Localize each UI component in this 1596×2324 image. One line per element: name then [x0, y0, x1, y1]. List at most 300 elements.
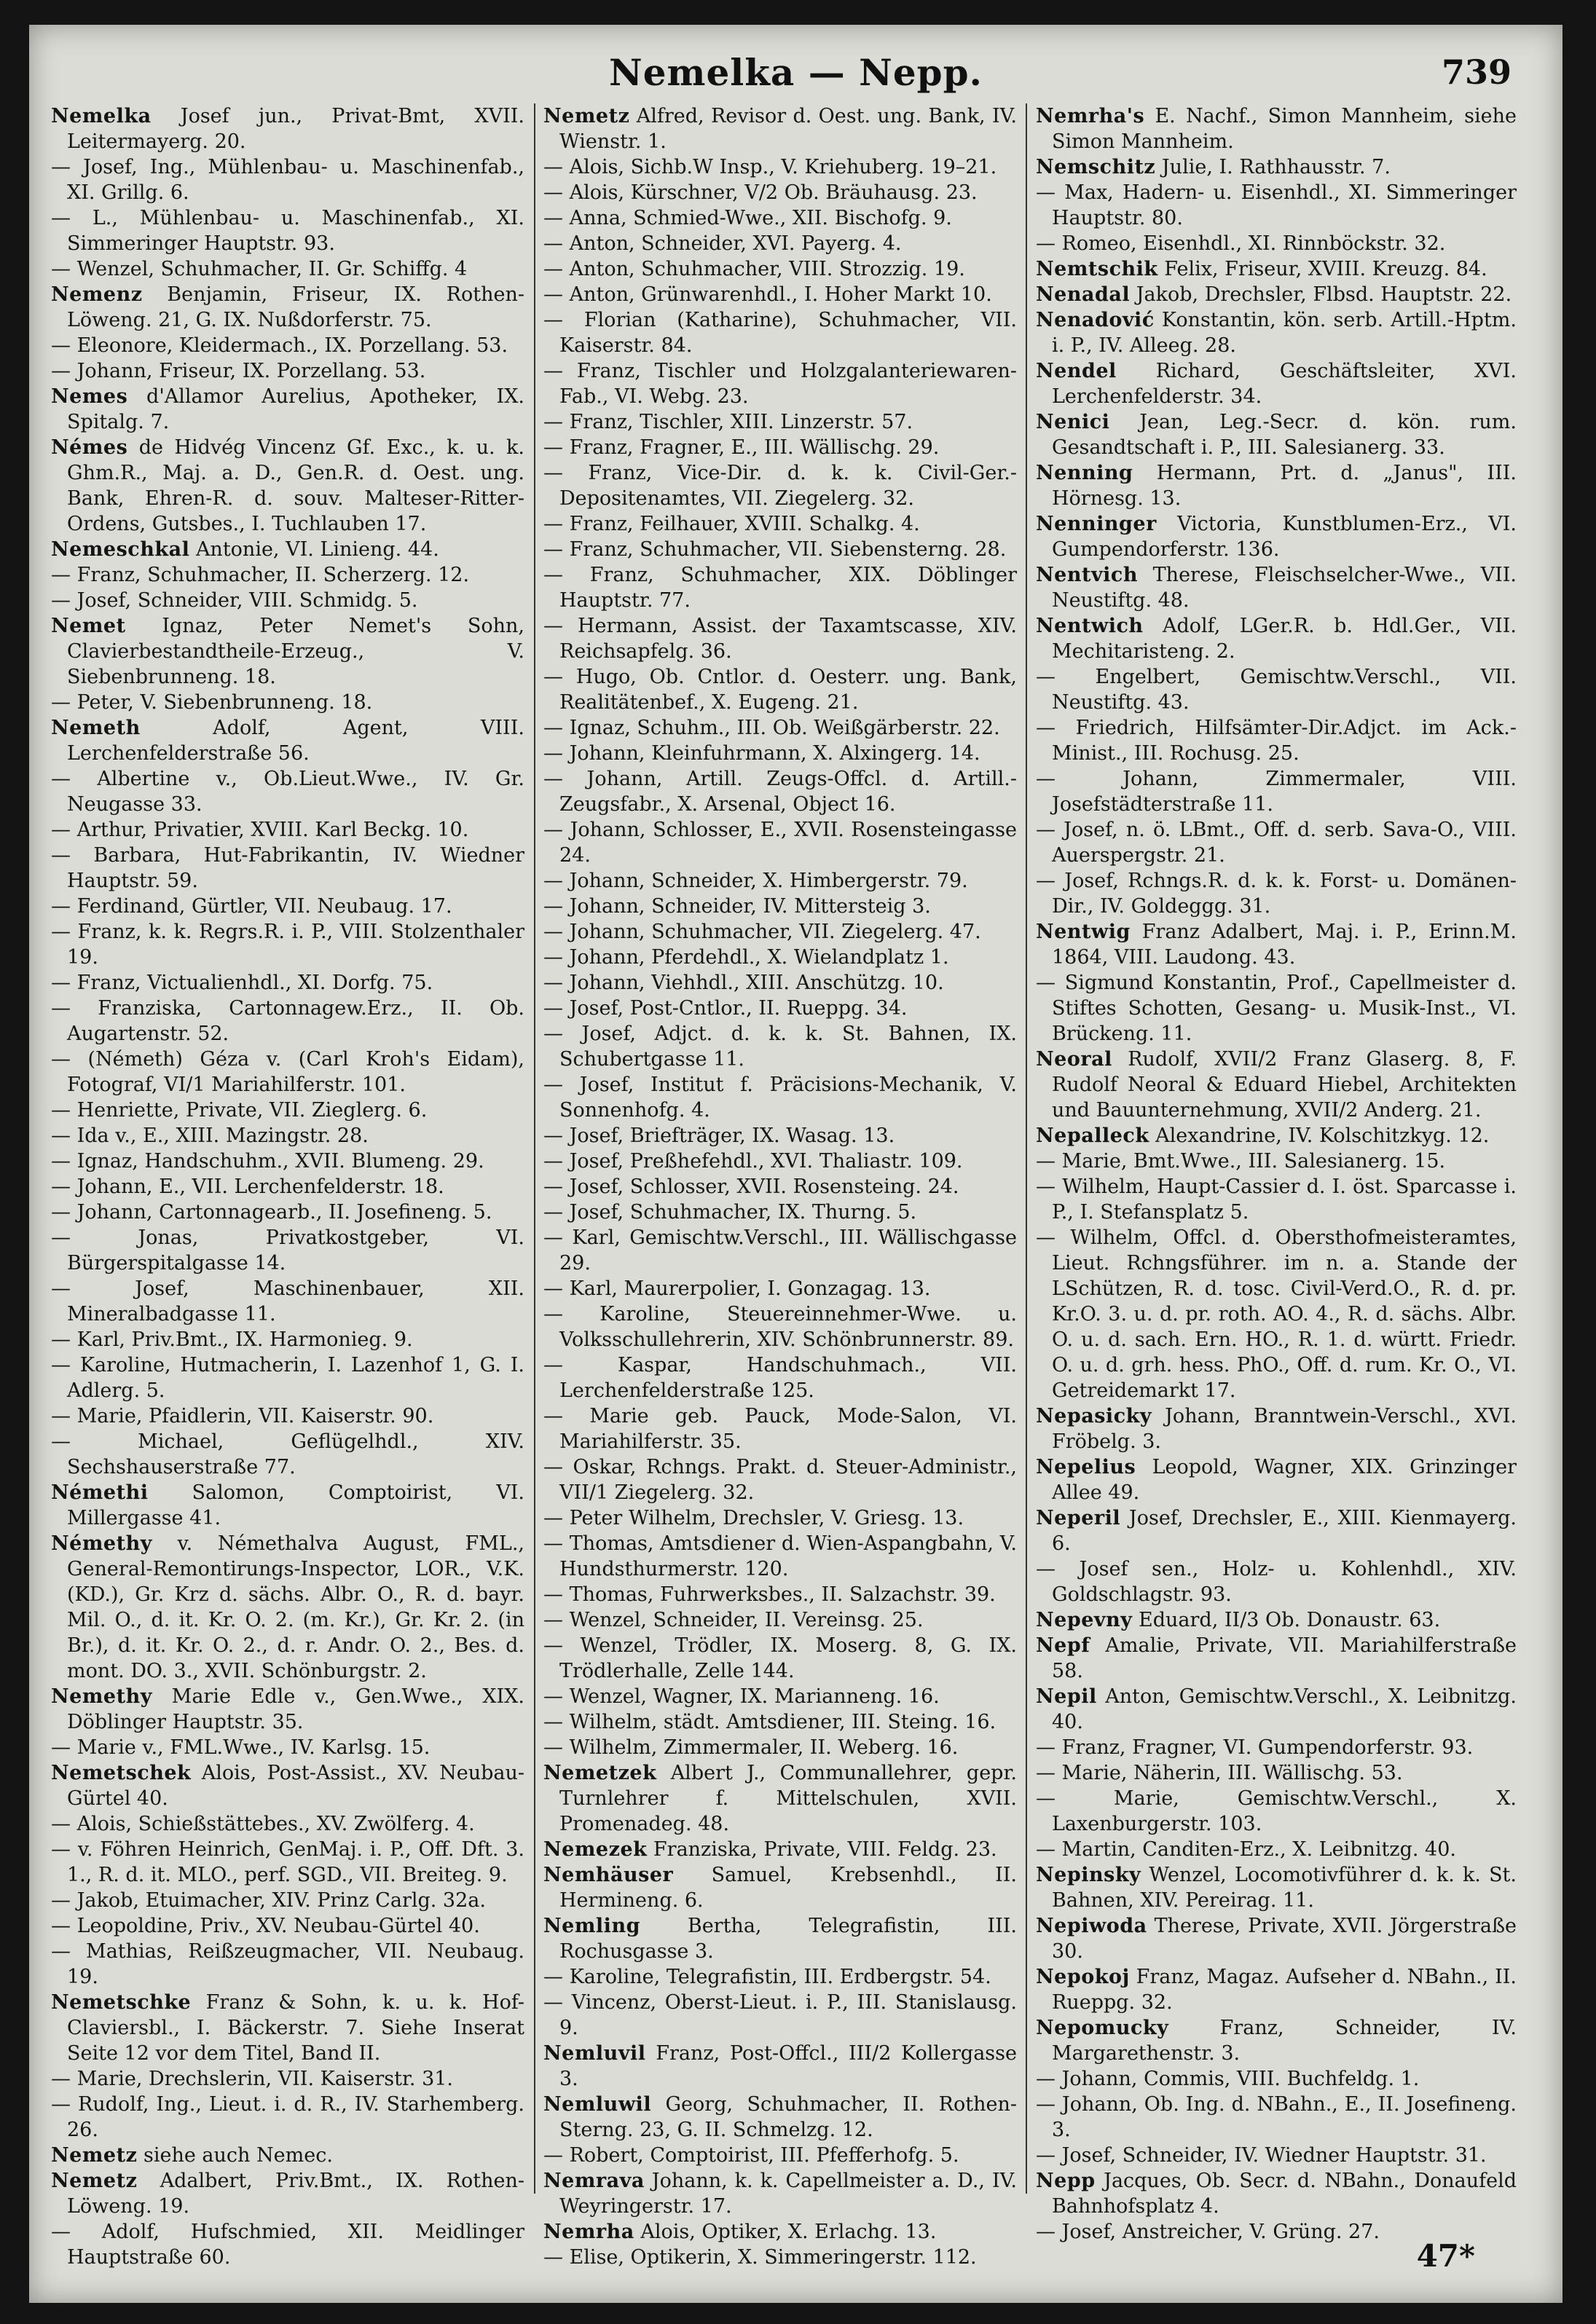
entry-surname: Nemetz [543, 105, 630, 127]
entry-surname: Nepf [1036, 1634, 1090, 1657]
entry-text: — Marie, Drechslerin, VII. Kaiserstr. 31. [51, 2068, 454, 2090]
entry-text: Adolf, LGer.R. b. Hdl.Ger., VII. Mechitaristeng. 2. [1052, 615, 1517, 663]
directory-entry [51, 2219, 524, 2270]
entry-text: de Hidvég Vincenz Gf. Exc., k. u. k. Ghm.R., Maj. a. D., Gen.R. d. Oest. ung. Bank, Ehren-R. d. souv. Malteser-Ritter-Ordens, Gutsbes., I. Tuchlauben 17. [67, 436, 524, 535]
directory-entry [543, 1862, 1017, 1913]
directory-entry [51, 1098, 524, 1123]
directory-column-1 [51, 103, 524, 2269]
directory-entry [51, 333, 524, 358]
entry-text: — Franz, Fragner, E., III. Wällischg. 29. [543, 436, 940, 459]
directory-entry [1036, 715, 1517, 766]
entry-text: Johann, Branntwein-Verschl., XVI. Fröbelg. 3. [1052, 1405, 1517, 1453]
entry-text: — Josef, Schlosser, XVII. Rosensteing. 24. [543, 1175, 959, 1198]
entry-text: Hermann, Prt. d. „Janus", III. Hörnesg. 13. [1052, 462, 1517, 510]
entry-text: — Wilhelm, Offcl. d. Obersthofmeisteramtes, Lieut. Rchngsführer. im n. a. Stande der LSchützen, R. d. tosc. Civil-Verd.O., R. d. pr. Kr.O. 3. u. d. pr. roth. AO. 4., R. d. sächs. Albr. O. u. d. sach. Ern. HO., R. 1. d. württ. Friedr. O. u. d. grh. hess. PhO., Off. d. rum. Kr. O., VI. Getreidemarkt 17. [1036, 1226, 1517, 1402]
entry-surname: Nemrha's [1036, 105, 1145, 127]
directory-entry [51, 1276, 524, 1327]
entry-surname: Nemetschke [51, 1991, 192, 2014]
entry-text: — Franz, Tischler, XIII. Linzerstr. 57. [543, 411, 913, 433]
directory-entry [51, 1174, 524, 1200]
directory-entry [543, 1174, 1017, 1200]
entry-surname: Nepil [1036, 1685, 1097, 1708]
entry-text: — Johann, Schuhmacher, VII. Ziegelerg. 47. [543, 921, 981, 943]
entry-text: — Marie v., FML.Wwe., IV. Karlsg. 15. [51, 1736, 431, 1759]
entry-text: Rudolf, XVII/2 Franz Glaserg. 8, F. Rudolf Neoral & Eduard Hiebel, Architekten und Bauunternehmung, XVII/2 Anderg. 21. [1052, 1048, 1517, 1122]
directory-entry [1036, 2143, 1517, 2168]
entry-surname: Nemschitz [1036, 156, 1156, 178]
directory-entry [543, 154, 1017, 180]
entry-surname: Nentvich [1036, 564, 1138, 586]
directory-entry [1036, 1556, 1517, 1607]
directory-entry [51, 154, 524, 205]
entry-text: Alfred, Revisor d. Oest. ung. Bank, IV. Wienstr. 1. [559, 105, 1017, 153]
directory-entry [1036, 1607, 1517, 1633]
directory-entry [1036, 1837, 1517, 1862]
directory-entry [543, 2143, 1017, 2168]
entry-text: Salomon, Comptoirist, VI. Millergasse 41. [67, 1481, 524, 1529]
directory-entry [1036, 231, 1517, 256]
entry-text: — Johann, Commis, VIII. Buchfeldg. 1. [1036, 2068, 1420, 2090]
entry-text: — Johann, Cartonnagearb., II. Josefineng. 5. [51, 1201, 492, 1224]
directory-entry [51, 1939, 524, 1990]
entry-text: — Engelbert, Gemischtw.Verschl., VII. Neustiftg. 43. [1036, 666, 1517, 714]
directory-entry [543, 511, 1017, 537]
directory-entry [51, 1149, 524, 1174]
entry-surname: Nepevny [1036, 1609, 1133, 1631]
directory-entry [543, 1200, 1017, 1225]
directory-entry [51, 843, 524, 894]
entry-surname: Nemetz [51, 2170, 138, 2192]
entry-text: — Josef, Post-Cntlor., II. Rueppg. 34. [543, 997, 908, 1020]
directory-entry [1036, 1760, 1517, 1786]
entry-text: — Alois, Kürschner, V/2 Ob. Bräuhausg. 23. [543, 181, 978, 204]
entry-surname: Némethy [51, 1532, 152, 1555]
directory-entry [543, 2219, 1017, 2245]
directory-entry [51, 2066, 524, 2092]
entry-text: Alois, Post-Assist., XV. Neubau-Gürtel 40. [67, 1762, 524, 1810]
entry-text: siehe auch Nemec. [144, 2144, 333, 2167]
directory-entry [543, 205, 1017, 231]
directory-entry [51, 358, 524, 384]
entry-surname: Nenadović [1036, 309, 1155, 331]
directory-entry [1036, 1149, 1517, 1174]
entry-text: — Marie geb. Pauck, Mode-Salon, VI. Mariahilferstr. 35. [543, 1405, 1017, 1453]
directory-entry [1036, 970, 1517, 1047]
entry-text: Josef jun., Privat-Bmt, XVII. Leitermayerg. 20. [67, 105, 524, 153]
entry-text: — Franz, Schuhmacher, II. Scherzerg. 12. [51, 564, 470, 586]
entry-surname: Nemrava [543, 2170, 645, 2192]
directory-entry [543, 1964, 1017, 1990]
entry-text: Alexandrine, IV. Kolschitzkyg. 12. [1155, 1124, 1490, 1147]
directory-entry [543, 307, 1017, 358]
directory-entry [1036, 511, 1517, 562]
entry-text: — Ida v., E., XIII. Mazingstr. 28. [51, 1124, 369, 1147]
directory-entry [543, 282, 1017, 307]
directory-entry [543, 817, 1017, 868]
entry-text: — Vincenz, Oberst-Lieut. i. P., III. Stanislausg. 9. [543, 1991, 1017, 2039]
directory-entry [1036, 562, 1517, 613]
directory-entry [543, 741, 1017, 766]
entry-surname: Nepokoj [1036, 1966, 1130, 1988]
directory-entry [543, 664, 1017, 715]
entry-text: Julie, I. Rathhausstr. 7. [1161, 156, 1391, 178]
entry-text: — Eleonore, Kleidermach., IX. Porzellang. 53. [51, 334, 508, 357]
entry-text: — Anton, Grünwarenhdl., I. Hoher Markt 10. [543, 283, 992, 306]
entry-surname: Nenici [1036, 411, 1110, 433]
entry-text: — Franz, k. k. Regrs.R. i. P., VIII. Stolzenthaler 19. [51, 921, 524, 969]
directory-entry [543, 1149, 1017, 1174]
entry-text: — Marie, Näherin, III. Wällischg. 53. [1036, 1762, 1403, 1784]
entry-text: Adolf, Agent, VIII. Lerchenfelderstraße 56. [67, 717, 524, 765]
entry-surname: Nemethy [51, 1685, 152, 1708]
directory-entry [1036, 1505, 1517, 1556]
directory-entry [543, 1123, 1017, 1149]
directory-entry [543, 1301, 1017, 1352]
entry-text: — Karoline, Steuereinnehmer-Wwe. u. Volksschullehrerin, XIV. Schönbrunnerstr. 89. [543, 1303, 1017, 1351]
directory-entry [543, 715, 1017, 741]
directory-entry [51, 690, 524, 715]
entry-text: — Alois, Sichb.W Insp., V. Kriehuberg. 19–21. [543, 156, 997, 178]
entry-text: — Peter, V. Siebenbrunneng. 18. [51, 691, 373, 714]
entry-surname: Nemrha [543, 2221, 634, 2243]
directory-entry [543, 1990, 1017, 2041]
entry-surname: Nemeth [51, 717, 141, 739]
entry-text: Benjamin, Friseur, IX. Rothen-Löweng. 21, G. IX. Nußdorferstr. 75. [67, 283, 524, 331]
entry-text: Felix, Friseur, XVIII. Kreuzg. 84. [1164, 258, 1487, 280]
entry-text: — Josef, Schuhmacher, IX. Thurng. 5. [543, 1201, 917, 1224]
entry-text: Josef, Drechsler, E., XIII. Kienmayerg. 6. [1052, 1507, 1517, 1555]
entry-surname: Nepinsky [1036, 1864, 1141, 1886]
entry-text: Bertha, Telegrafistin, III. Rochusgasse 3. [559, 1915, 1017, 1963]
entry-text: — Wenzel, Schuhmacher, II. Gr. Schiffg. 4 [51, 258, 468, 280]
entry-text: — Josef, n. ö. LBmt., Off. d. serb. Sava-O., VIII. Auerspergstr. 21. [1036, 819, 1517, 867]
directory-entry [543, 358, 1017, 409]
entry-text: Franziska, Private, VIII. Feldg. 23. [653, 1838, 997, 1861]
entry-surname: Neoral [1036, 1048, 1112, 1071]
directory-entry [1036, 103, 1517, 154]
entry-text: — Franz, Vice-Dir. d. k. k. Civil-Ger.-Depositenamtes, VII. Ziegelerg. 32. [543, 462, 1017, 510]
entry-text: — Marie, Gemischtw.Verschl., X. Laxenburgerstr. 103. [1036, 1787, 1517, 1835]
entry-text: — Karl, Priv.Bmt., IX. Harmonieg. 9. [51, 1328, 413, 1351]
entry-text: Samuel, Krebsenhdl., II. Hermineng. 6. [559, 1864, 1017, 1912]
directory-entry [51, 919, 524, 970]
entry-text: — Johann, Schneider, IV. Mittersteig 3. [543, 895, 931, 918]
directory-entry [543, 970, 1017, 996]
directory-entry [543, 1607, 1017, 1633]
entry-text: — Albertine v., Ob.Lieut.Wwe., IV. Gr. Neugasse 33. [51, 768, 524, 816]
entry-text: — Karoline, Hutmacherin, I. Lazenhof 1, G. I. Adlerg. 5. [51, 1354, 524, 1402]
directory-entry [543, 919, 1017, 945]
entry-text: — Wenzel, Schneider, II. Vereinsg. 25. [543, 1609, 924, 1631]
entry-text: — Ferdinand, Gürtler, VII. Neubaug. 17. [51, 895, 452, 918]
entry-text: — Johann, Artill. Zeugs-Offcl. d. Artill.-Zeugsfabr., X. Arsenal, Object 16. [543, 768, 1017, 816]
entry-text: — Johann, Kleinfuhrmann, X. Alxingerg. 14. [543, 742, 980, 765]
directory-entry [51, 1684, 524, 1735]
entry-text: — Wilhelm, städt. Amtsdiener, III. Steing. 16. [543, 1711, 996, 1733]
entry-text: — Josef, Anstreicher, V. Grüng. 27. [1036, 2221, 1380, 2243]
directory-entry [543, 1072, 1017, 1123]
directory-entry [51, 2143, 524, 2168]
directory-entry [51, 715, 524, 766]
entry-text: — Karl, Maurerpolier, I. Gonzagag. 13. [543, 1277, 931, 1300]
entry-surname: Nepelius [1036, 1456, 1136, 1478]
entry-text: E. Nachf., Simon Mannheim, siehe Simon Mannheim. [1052, 105, 1517, 153]
directory-entry [543, 2168, 1017, 2219]
entry-surname: Nemluvil [543, 2042, 646, 2065]
entry-text: — v. Föhren Heinrich, GenMaj. i. P., Off. Dft. 3. 1., R. d. it. MLO., perf. SGD., VII. Breiteg. 9. [51, 1838, 524, 1886]
entry-surname: Nemelka [51, 105, 152, 127]
entry-text: Jakob, Drechsler, Flbsd. Hauptstr. 22. [1136, 283, 1512, 306]
entry-surname: Némes [51, 436, 128, 459]
directory-entry [1036, 817, 1517, 868]
directory-entry [51, 894, 524, 919]
directory-entry [543, 1735, 1017, 1760]
entry-text: Konstantin, kön. serb. Artill.-Hptm. i. P., IV. Alleeg. 28. [1052, 309, 1517, 357]
entry-text: Franz, Post-Offcl., III/2 Kollergasse 3. [559, 2042, 1017, 2090]
entry-surname: Nemenz [51, 283, 143, 306]
directory-entry [1036, 1684, 1517, 1735]
directory-entry [51, 1200, 524, 1225]
entry-text: — Peter Wilhelm, Drechsler, V. Griesg. 13. [543, 1507, 964, 1529]
directory-entry [51, 1760, 524, 1811]
entry-text: — Leopoldine, Priv., XV. Neubau-Gürtel 40. [51, 1915, 480, 1937]
entry-text: — Adolf, Hufschmied, XII. Meidlinger Hauptstraße 60. [51, 2221, 524, 2269]
directory-entry [51, 562, 524, 588]
column-divider [1026, 103, 1027, 2194]
entry-surname: Nemetschek [51, 1762, 192, 1784]
entry-text: — Wenzel, Trödler, IX. Moserg. 8, G. IX. Trödlerhalle, Zelle 144. [543, 1634, 1017, 1682]
entry-surname: Nemluwil [543, 2093, 652, 2116]
directory-entry [543, 1709, 1017, 1735]
entry-text: — Franziska, Cartonnagew.Erz., II. Ob. Augartenstr. 52. [51, 997, 524, 1045]
directory-entry [1036, 1047, 1517, 1123]
printer-signature: 47* [1416, 2238, 1475, 2274]
entry-text: — Karoline, Telegrafistin, III. Erdbergstr. 54. [543, 1966, 991, 1988]
directory-entry [51, 1837, 524, 1888]
directory-entry [1036, 1403, 1517, 1454]
entry-text: — Anton, Schuhmacher, VIII. Strozzig. 19. [543, 258, 965, 280]
directory-entry [51, 613, 524, 690]
entry-text: — Wilhelm, Haupt-Cassier d. I. öst. Sparcasse i. P., I. Stefansplatz 5. [1036, 1175, 1517, 1224]
directory-entry [543, 996, 1017, 1021]
entry-text: — Thomas, Amtsdiener d. Wien-Aspangbahn, V. Hundsthurmerstr. 120. [543, 1532, 1017, 1580]
directory-entry [543, 103, 1017, 154]
directory-entry [1036, 282, 1517, 307]
entry-text: — Josef, Schneider, VIII. Schmidg. 5. [51, 589, 418, 612]
directory-entry [543, 2092, 1017, 2143]
directory-entry [543, 1633, 1017, 1684]
directory-entry [1036, 2015, 1517, 2066]
entry-text: Franz & Sohn, k. u. k. Hof-Claviersbl., I. Bäckerstr. 7. Siehe Inserat Seite 12 vor dem Titel, Band II. [67, 1991, 524, 2065]
entry-text: Johann, k. k. Capellmeister a. D., IV. Weyringerstr. 17. [559, 2170, 1017, 2218]
entry-text: — Wenzel, Wagner, IX. Marianneng. 16. [543, 1685, 940, 1708]
entry-surname: Nemes [51, 385, 128, 408]
entry-surname: Nentwich [1036, 615, 1144, 637]
entry-text: — Jonas, Privatkostgeber, VI. Bürgerspitalgasse 14. [51, 1226, 524, 1275]
directory-entry [1036, 1123, 1517, 1149]
entry-text: — Josef, Institut f. Präcisions-Mechanik, V. Sonnenhofg. 4. [543, 1074, 1017, 1122]
entry-text: — Josef, Adjct. d. k. k. St. Bahnen, IX. Schubertgasse 11. [543, 1023, 1017, 1071]
directory-entry [51, 282, 524, 333]
entry-surname: Nemtschik [1036, 258, 1158, 280]
directory-column-3 [1036, 103, 1517, 2243]
entry-text: — Johann, Zimmermaler, VIII. Josefstädterstraße 11. [1036, 768, 1517, 816]
column-divider [534, 103, 535, 2194]
entry-text: Adalbert, Priv.Bmt., IX. Rothen-Löweng. 19. [67, 2170, 524, 2218]
directory-entry [1036, 2092, 1517, 2143]
directory-entry [1036, 919, 1517, 970]
directory-entry [1036, 1862, 1517, 1913]
page-title: Nemelka — Nepp. [609, 51, 983, 94]
directory-entry [1036, 2168, 1517, 2219]
entry-text: Leopold, Wagner, XIX. Grinzinger Allee 49. [1052, 1456, 1517, 1504]
directory-entry [543, 613, 1017, 664]
entry-text: — Jakob, Etuimacher, XIV. Prinz Carlg. 32a. [51, 1889, 486, 1912]
directory-entry [543, 1684, 1017, 1709]
entry-text: — Friedrich, Hilfsämter-Dir.Adjct. im Ack.-Minist., III. Rochusg. 25. [1036, 717, 1517, 765]
entry-text: — Josef sen., Holz- u. Kohlenhdl., XIV. Goldschlagstr. 93. [1036, 1558, 1517, 1606]
entry-text: Franz, Schneider, IV. Margarethenstr. 3. [1052, 2017, 1517, 2065]
directory-entry [51, 1913, 524, 1939]
entry-text: — Florian (Katharine), Schuhmacher, VII. Kaiserstr. 84. [543, 309, 1017, 357]
directory-entry [51, 2168, 524, 2219]
entry-surname: Nenning [1036, 462, 1133, 484]
entry-text: — Alois, Schießstättebes., XV. Zwölferg. 4. [51, 1813, 475, 1835]
entry-text: — Max, Hadern- u. Eisenhdl., XI. Simmeringer Hauptstr. 80. [1036, 181, 1517, 229]
directory-entry [543, 1582, 1017, 1607]
directory-entry [1036, 2066, 1517, 2092]
directory-entry [51, 1225, 524, 1276]
entry-text: — Josef, Ing., Mühlenbau- u. Maschinenfab., XI. Grillg. 6. [51, 156, 524, 204]
entry-surname: Neperil [1036, 1507, 1121, 1529]
entry-text: — Franz, Schuhmacher, VII. Siebensterng. 28. [543, 538, 1007, 561]
directory-entry [543, 1225, 1017, 1276]
entry-surname: Nemetzek [543, 1762, 657, 1784]
directory-entry [51, 1123, 524, 1149]
entry-text: — Elise, Optikerin, X. Simmeringerstr. 112. [543, 2246, 977, 2269]
directory-entry [543, 1837, 1017, 1862]
entry-text: — Johann, Friseur, IX. Porzellang. 53. [51, 360, 426, 382]
directory-entry [1036, 256, 1517, 282]
directory-entry [51, 817, 524, 843]
entry-text: — Mathias, Reißzeugmacher, VII. Neubaug. 19. [51, 1940, 524, 1988]
entry-text: — Johann, E., VII. Lerchenfelderstr. 18. [51, 1175, 444, 1198]
entry-text: — Barbara, Hut-Fabrikantin, IV. Wiedner Hauptstr. 59. [51, 844, 524, 892]
entry-text: Therese, Private, XVII. Jörgerstraße 30. [1052, 1915, 1517, 1963]
entry-text: — Josef, Briefträger, IX. Wasag. 13. [543, 1124, 895, 1147]
directory-entry [543, 1760, 1017, 1837]
directory-entry [543, 1352, 1017, 1403]
entry-text: Therese, Fleischselcher-Wwe., VII. Neustiftg. 48. [1052, 564, 1517, 612]
entry-text: Anton, Gemischtw.Verschl., X. Leibnitzg. 40. [1052, 1685, 1517, 1733]
entry-text: — Josef, Schneider, IV. Wiedner Hauptstr. 31. [1036, 2144, 1487, 2167]
entry-surname: Nepasicky [1036, 1405, 1152, 1427]
directory-entry [543, 1021, 1017, 1072]
entry-surname: Némethi [51, 1481, 149, 1504]
directory-entry [543, 460, 1017, 511]
directory-entry [51, 205, 524, 256]
directory-entry [1036, 180, 1517, 231]
directory-entry [543, 1913, 1017, 1964]
directory-entry [51, 1047, 524, 1098]
entry-text: — Johann, Schneider, X. Himbergerstr. 79. [543, 870, 968, 892]
directory-entry [543, 1276, 1017, 1301]
entry-text: — Josef, Maschinenbauer, XII. Mineralbadgasse 11. [51, 1277, 524, 1326]
entry-text: — Ignaz, Handschuhm., XVII. Blumeng. 29. [51, 1150, 484, 1173]
entry-text: — Hermann, Assist. der Taxamtscasse, XIV. Reichsapfelg. 36. [543, 615, 1017, 663]
entry-text: Eduard, II/3 Ob. Donaustr. 63. [1139, 1609, 1441, 1631]
entry-surname: Nepomucky [1036, 2017, 1169, 2039]
entry-surname: Nemezek [543, 1838, 648, 1861]
directory-entry [1036, 307, 1517, 358]
directory-entry [51, 1403, 524, 1429]
directory-entry [1036, 1964, 1517, 2015]
directory-entry [543, 1531, 1017, 1582]
entry-text: — L., Mühlenbau- u. Maschinenfab., XI. Simmeringer Hauptstr. 93. [51, 207, 524, 255]
entry-text: — Hugo, Ob. Cntlor. d. Oesterr. ung. Bank, Realitätenbef., X. Eugeng. 21. [543, 666, 1017, 714]
entry-text: — Johann, Pferdehdl., X. Wielandplatz 1. [543, 946, 949, 969]
directory-entry [1036, 613, 1517, 664]
directory-entry [543, 537, 1017, 562]
directory-entry [51, 1327, 524, 1352]
entry-text: — (Németh) Géza v. (Carl Kroh's Eidam), Fotograf, VI/1 Mariahilferstr. 101. [51, 1048, 524, 1096]
entry-text: — Oskar, Rchngs. Prakt. d. Steuer-Administr., VII/1 Ziegelerg. 32. [543, 1456, 1017, 1504]
entry-text: d'Allamor Aurelius, Apotheker, IX. Spitalg. 7. [67, 385, 524, 433]
directory-entry [51, 537, 524, 562]
directory-entry [51, 1990, 524, 2066]
entry-text: Marie Edle v., Gen.Wwe., XIX. Döblinger Hauptstr. 35. [67, 1685, 524, 1733]
entry-text: — Josef, Preßhefehdl., XVI. Thaliastr. 109. [543, 1150, 963, 1173]
entry-text: — Thomas, Fuhrwerksbes., II. Salzachstr. 39. [543, 1583, 996, 1606]
directory-entry [51, 766, 524, 817]
entry-text: Jacques, Ob. Secr. d. NBahn., Donaufeld Bahnhofsplatz 4. [1052, 2170, 1517, 2218]
entry-text: Georg, Schuhmacher, II. Rothen-Sterng. 23, G. II. Schmelzg. 12. [559, 2093, 1017, 2141]
directory-entry [51, 1429, 524, 1480]
entry-text: Amalie, Private, VII. Mariahilferstraße 58. [1052, 1634, 1517, 1682]
entry-surname: Nepp [1036, 2170, 1096, 2192]
entry-surname: Nendel [1036, 360, 1117, 382]
directory-entry [1036, 1454, 1517, 1505]
directory-column-2 [543, 103, 1017, 2269]
entry-surname: Nemeschkal [51, 538, 190, 561]
entry-text: — Franz, Victualienhdl., XI. Dorfg. 75. [51, 972, 433, 994]
directory-entry [1036, 409, 1517, 460]
entry-text: — Romeo, Eisenhdl., XI. Rinnböckstr. 32. [1036, 232, 1446, 255]
directory-entry [543, 2245, 1017, 2270]
directory-entry [1036, 1633, 1517, 1684]
directory-entry [543, 894, 1017, 919]
directory-entry [543, 231, 1017, 256]
directory-entry [543, 868, 1017, 894]
entry-text: — Franz, Feilhauer, XVIII. Schalkg. 4. [543, 513, 920, 535]
entry-text: — Franz, Fragner, VI. Gumpendorferstr. 93. [1036, 1736, 1474, 1759]
entry-text: — Martin, Canditen-Erz., X. Leibnitzg. 40. [1036, 1838, 1456, 1861]
entry-text: Wenzel, Locomotivführer d. k. k. St. Bahnen, XIV. Pereirag. 11. [1052, 1864, 1517, 1912]
directory-entry [51, 1352, 524, 1403]
directory-entry [51, 1811, 524, 1837]
directory-entry [51, 384, 524, 435]
entry-text: — Marie, Bmt.Wwe., III. Salesianerg. 15. [1036, 1150, 1446, 1173]
directory-entry [543, 2041, 1017, 2092]
entry-text: — Rudolf, Ing., Lieut. i. d. R., IV. Starhemberg. 26. [51, 2093, 524, 2141]
directory-entry [1036, 664, 1517, 715]
entry-surname: Nemling [543, 1915, 640, 1937]
directory-entry [51, 996, 524, 1047]
entry-text: — Michael, Geflügelhdl., XIV. Sechshauserstraße 77. [51, 1430, 524, 1478]
entry-text: v. Némethalva August, FML., General-Remontirungs-Inspector, LOR., V.K.(KD.), Gr. Krz d. sächs. Albr. O., R. d. bayr. Mil. O., d. it. Kr. O. 2. (m. Kr.), Gr. Kr. 2. (in Br.), d. it. Kr. O. 2., d. r. Andr. O. 2., Bes. d. mont. DO. 3., XVII. Schönburgstr. 2. [67, 1532, 524, 1682]
entry-text: Richard, Geschäftsleiter, XVI. Lerchenfelderstr. 34. [1052, 360, 1517, 408]
entry-surname: Nentwig [1036, 921, 1131, 943]
